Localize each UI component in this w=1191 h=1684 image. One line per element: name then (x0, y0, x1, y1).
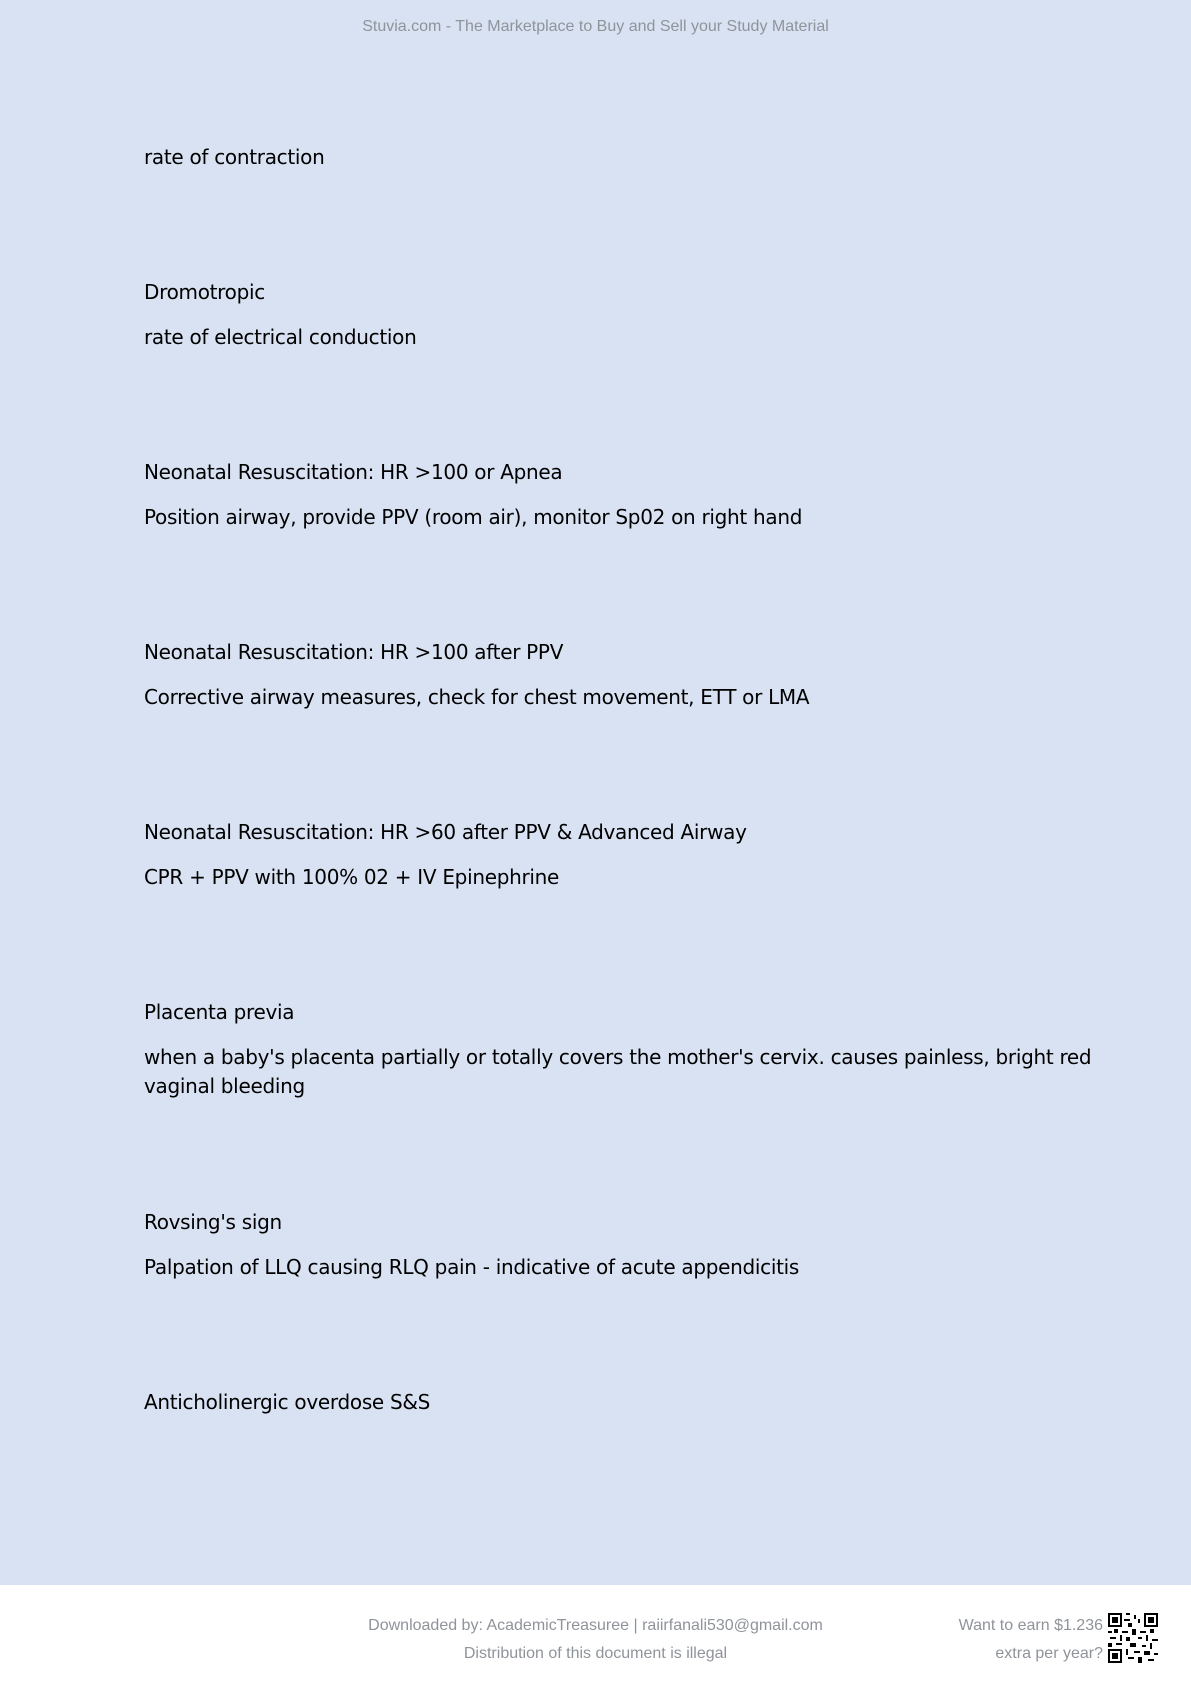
term-anticholinergic-overdose: Anticholinergic overdose S&S (144, 1390, 431, 1414)
page-header: Stuvia.com - The Marketplace to Buy and Sell your Study Material (362, 18, 829, 35)
term-dromotropic: Dromotropic (144, 280, 265, 304)
answer-rate-of-contraction: rate of contraction (144, 145, 325, 169)
answer-placenta-previa: when a baby's placenta partially or totally covers the mother's cervix. causes painless, bright red vaginal bleeding (144, 1045, 1092, 1098)
answer-dromotropic: rate of electrical conduction (144, 325, 417, 349)
term-placenta-previa: Placenta previa (144, 1000, 295, 1024)
qr-code-icon[interactable] (1108, 1613, 1158, 1663)
downloaded-by-text: Downloaded by: AcademicTreasuree | raiirfanali530@gmail.com (368, 1617, 823, 1634)
promo-line-2[interactable]: extra per year? (995, 1645, 1103, 1662)
term-neonatal-hr-60: Neonatal Resuscitation: HR >60 after PPV & Advanced Airway (144, 820, 747, 844)
distribution-notice: Distribution of this document is illegal (463, 1645, 728, 1662)
term-rovsings-sign: Rovsing's sign (144, 1210, 282, 1234)
term-neonatal-hr-100-after-ppv: Neonatal Resuscitation: HR >100 after PPV (144, 640, 564, 664)
term-neonatal-hr-100-apnea: Neonatal Resuscitation: HR >100 or Apnea (144, 460, 563, 484)
answer-neonatal-hr-100-after-ppv: Corrective airway measures, check for chest movement, ETT or LMA (144, 685, 810, 709)
answer-rovsings-sign: Palpation of LLQ causing RLQ pain - indicative of acute appendicitis (144, 1255, 800, 1279)
answer-neonatal-hr-100-apnea: Position airway, provide PPV (room air), monitor Sp02 on right hand (144, 505, 803, 529)
answer-neonatal-hr-60: CPR + PPV with 100% 02 + IV Epinephrine (144, 865, 560, 889)
promo-line-1[interactable]: Want to earn $1.236 (958, 1617, 1103, 1634)
